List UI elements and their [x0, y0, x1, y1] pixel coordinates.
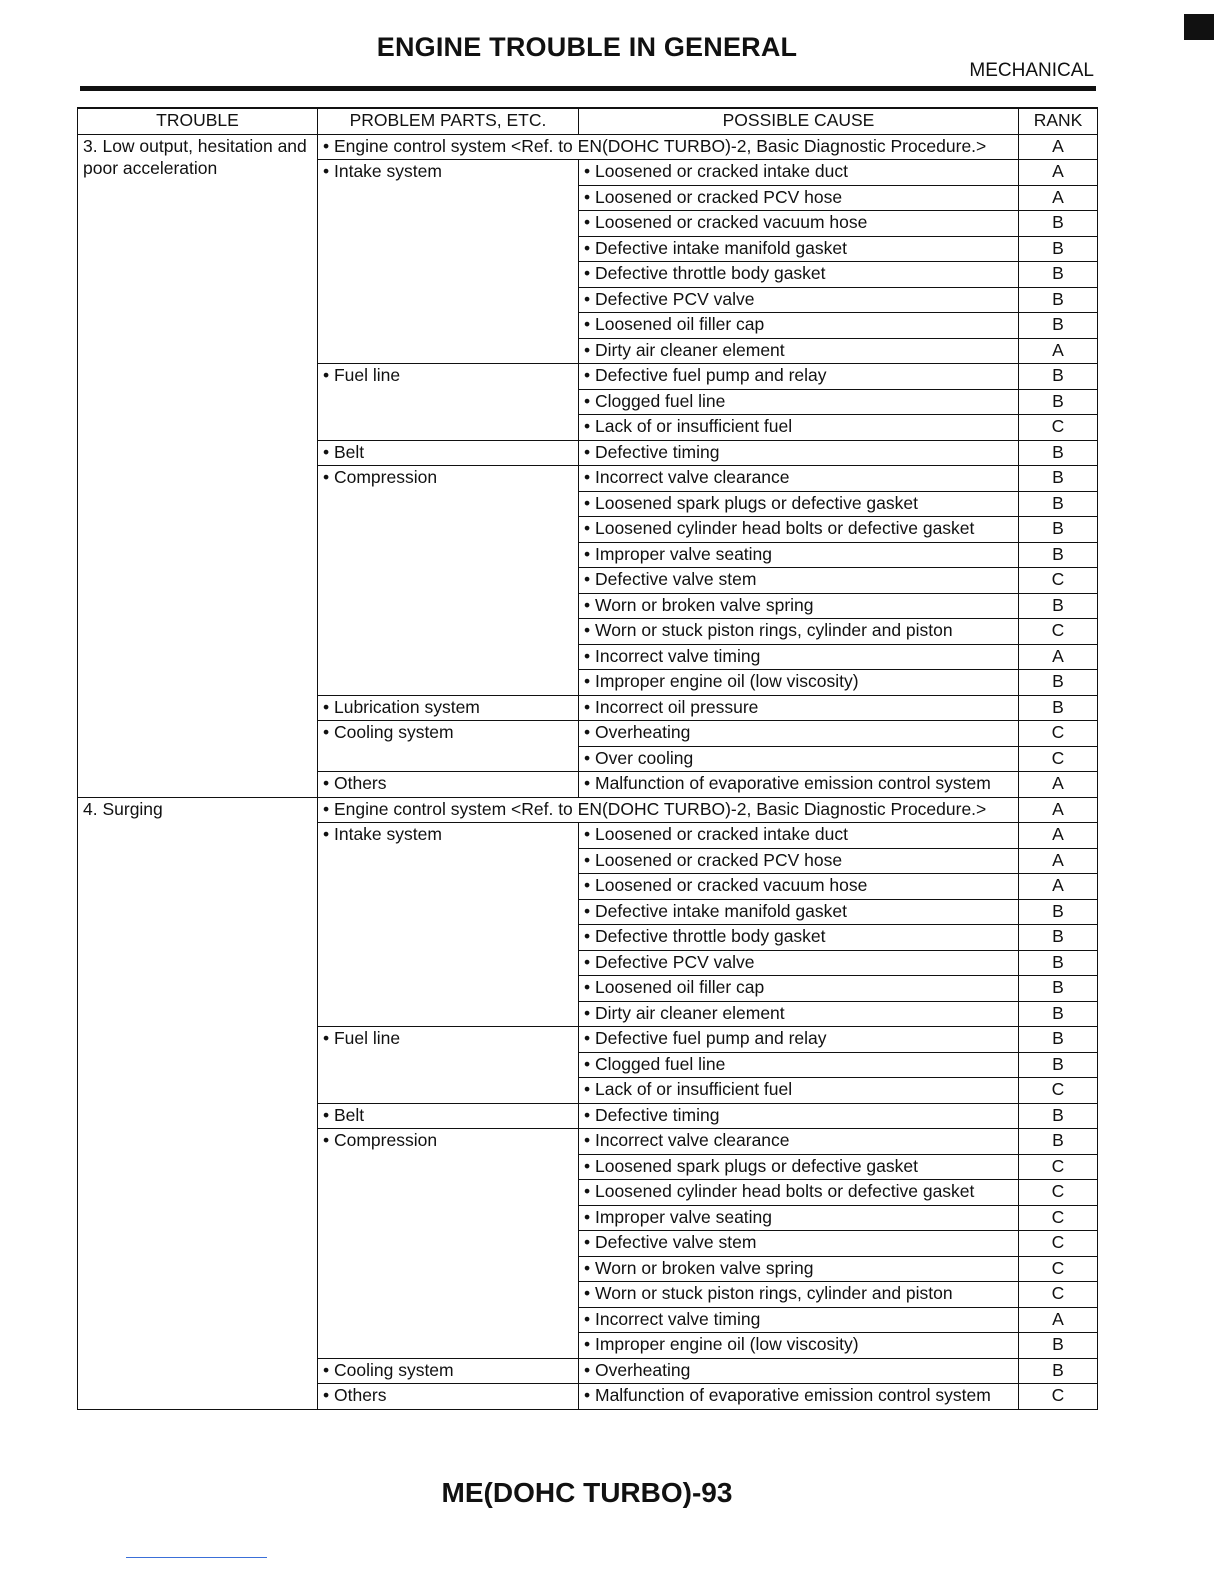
possible-cause-cell: • Loosened spark plugs or defective gasket — [579, 1154, 1019, 1180]
rank-cell: C — [1019, 1180, 1098, 1206]
rank-cell: A — [1019, 874, 1098, 900]
table-row — [78, 134, 1098, 160]
possible-cause-cell: • Loosened cylinder head bolts or defective gasket — [579, 1180, 1019, 1206]
problem-part-cell: • Belt — [318, 1103, 579, 1129]
possible-cause-cell: • Lack of or insufficient fuel — [579, 415, 1019, 441]
rank-cell: B — [1019, 925, 1098, 951]
rank-cell: B — [1019, 593, 1098, 619]
rank-cell: B — [1019, 1103, 1098, 1129]
problem-part-cell: • Fuel line — [318, 364, 579, 441]
possible-cause-cell: • Defective throttle body gasket — [579, 262, 1019, 288]
rank-cell: C — [1019, 568, 1098, 594]
rank-cell: B — [1019, 1358, 1098, 1384]
possible-cause-cell: • Incorrect valve timing — [579, 1307, 1019, 1333]
rank-cell: B — [1019, 976, 1098, 1002]
possible-cause-cell: • Defective timing — [579, 440, 1019, 466]
table-body — [78, 134, 1098, 1409]
problem-part-cell: • Lubrication system — [318, 695, 579, 721]
possible-cause-cell: • Clogged fuel line — [579, 1052, 1019, 1078]
possible-cause-cell: • Loosened or cracked intake duct — [579, 823, 1019, 849]
rank-cell: B — [1019, 440, 1098, 466]
possible-cause-cell: • Over cooling — [579, 746, 1019, 772]
rank-cell: C — [1019, 1384, 1098, 1410]
possible-cause-cell: • Loosened or cracked PCV hose — [579, 185, 1019, 211]
possible-cause-cell: • Defective timing — [579, 1103, 1019, 1129]
rank-cell: B — [1019, 542, 1098, 568]
possible-cause-cell: • Defective fuel pump and relay — [579, 1027, 1019, 1053]
header-rule — [80, 86, 1096, 91]
possible-cause-cell: • Loosened or cracked intake duct — [579, 160, 1019, 186]
rank-cell: C — [1019, 1282, 1098, 1308]
possible-cause-cell: • Worn or broken valve spring — [579, 593, 1019, 619]
problem-part-cell: • Engine control system <Ref. to EN(DOHC TURBO)-2, Basic Diagnostic Procedure.> — [318, 797, 1019, 823]
possible-cause-cell: • Clogged fuel line — [579, 389, 1019, 415]
problem-part-cell: • Intake system — [318, 823, 579, 1027]
possible-cause-cell: • Overheating — [579, 1358, 1019, 1384]
rank-cell: B — [1019, 670, 1098, 696]
possible-cause-cell: • Defective throttle body gasket — [579, 925, 1019, 951]
possible-cause-cell: • Loosened spark plugs or defective gasket — [579, 491, 1019, 517]
rank-cell: A — [1019, 644, 1098, 670]
possible-cause-cell: • Improper engine oil (low viscosity) — [579, 1333, 1019, 1359]
rank-cell: B — [1019, 950, 1098, 976]
rank-cell: A — [1019, 134, 1098, 160]
possible-cause-cell: • Worn or broken valve spring — [579, 1256, 1019, 1282]
problem-part-cell: • Cooling system — [318, 1358, 579, 1384]
rank-cell: A — [1019, 797, 1098, 823]
rank-cell: B — [1019, 364, 1098, 390]
problem-part-cell: • Fuel line — [318, 1027, 579, 1104]
rank-cell: A — [1019, 772, 1098, 798]
possible-cause-cell: • Dirty air cleaner element — [579, 338, 1019, 364]
possible-cause-cell: • Loosened or cracked PCV hose — [579, 848, 1019, 874]
possible-cause-cell: • Overheating — [579, 721, 1019, 747]
rank-cell: B — [1019, 1001, 1098, 1027]
trouble-cell: 4. Surging — [78, 797, 318, 1409]
rank-cell: B — [1019, 491, 1098, 517]
rank-cell: A — [1019, 160, 1098, 186]
rank-cell: B — [1019, 262, 1098, 288]
rank-cell: A — [1019, 1307, 1098, 1333]
possible-cause-cell: • Improper valve seating — [579, 1205, 1019, 1231]
rank-cell: C — [1019, 1078, 1098, 1104]
possible-cause-cell: • Defective intake manifold gasket — [579, 899, 1019, 925]
rank-cell: A — [1019, 823, 1098, 849]
rank-cell: B — [1019, 389, 1098, 415]
possible-cause-cell: • Defective PCV valve — [579, 287, 1019, 313]
page-title: ENGINE TROUBLE IN GENERAL — [376, 32, 798, 62]
possible-cause-cell: • Defective intake manifold gasket — [579, 236, 1019, 262]
rank-cell: C — [1019, 1231, 1098, 1257]
rank-cell: B — [1019, 211, 1098, 237]
possible-cause-cell: • Loosened or cracked vacuum hose — [579, 211, 1019, 237]
rank-cell: A — [1019, 185, 1098, 211]
rank-cell: C — [1019, 1205, 1098, 1231]
rank-cell: B — [1019, 695, 1098, 721]
rank-cell: B — [1019, 1129, 1098, 1155]
trouble-table — [77, 107, 1098, 1410]
possible-cause-cell: • Dirty air cleaner element — [579, 1001, 1019, 1027]
possible-cause-cell: • Worn or stuck piston rings, cylinder and piston — [579, 619, 1019, 645]
table-row — [78, 797, 1098, 823]
rank-cell: C — [1019, 721, 1098, 747]
rank-cell: B — [1019, 1333, 1098, 1359]
problem-part-cell: • Engine control system <Ref. to EN(DOHC TURBO)-2, Basic Diagnostic Procedure.> — [318, 134, 1019, 160]
possible-cause-cell: • Incorrect oil pressure — [579, 695, 1019, 721]
possible-cause-cell: • Defective valve stem — [579, 568, 1019, 594]
possible-cause-cell: • Improper engine oil (low viscosity) — [579, 670, 1019, 696]
rank-cell: B — [1019, 899, 1098, 925]
column-header-trouble: TROUBLE — [78, 108, 318, 134]
rank-cell: B — [1019, 287, 1098, 313]
possible-cause-cell: • Loosened cylinder head bolts or defective gasket — [579, 517, 1019, 543]
rank-cell: A — [1019, 848, 1098, 874]
problem-part-cell: • Compression — [318, 466, 579, 696]
possible-cause-cell: • Defective valve stem — [579, 1231, 1019, 1257]
possible-cause-cell: • Lack of or insufficient fuel — [579, 1078, 1019, 1104]
possible-cause-cell: • Incorrect valve clearance — [579, 466, 1019, 492]
blue-underline — [126, 1557, 267, 1558]
trouble-cell: 3. Low output, hesitation and poor acceleration — [78, 134, 318, 797]
possible-cause-cell: • Malfunction of evaporative emission control system — [579, 1384, 1019, 1410]
corner-tab-mark — [1184, 14, 1214, 40]
section-label: MECHANICAL — [969, 60, 1094, 81]
possible-cause-cell: • Loosened oil filler cap — [579, 313, 1019, 339]
possible-cause-cell: • Incorrect valve timing — [579, 644, 1019, 670]
possible-cause-cell: • Worn or stuck piston rings, cylinder and piston — [579, 1282, 1019, 1308]
possible-cause-cell: • Incorrect valve clearance — [579, 1129, 1019, 1155]
possible-cause-cell: • Improper valve seating — [579, 542, 1019, 568]
rank-cell: B — [1019, 1027, 1098, 1053]
rank-cell: C — [1019, 1256, 1098, 1282]
rank-cell: C — [1019, 746, 1098, 772]
rank-cell: B — [1019, 1052, 1098, 1078]
column-header-possible-cause: POSSIBLE CAUSE — [579, 108, 1019, 134]
possible-cause-cell: • Malfunction of evaporative emission control system — [579, 772, 1019, 798]
rank-cell: C — [1019, 415, 1098, 441]
table-header-row — [78, 108, 1098, 134]
problem-part-cell: • Intake system — [318, 160, 579, 364]
rank-cell: B — [1019, 236, 1098, 262]
column-header-rank: RANK — [1019, 108, 1098, 134]
rank-cell: B — [1019, 313, 1098, 339]
problem-part-cell: • Cooling system — [318, 721, 579, 772]
possible-cause-cell: • Loosened or cracked vacuum hose — [579, 874, 1019, 900]
page-number: ME(DOHC TURBO)-93 — [441, 1477, 733, 1508]
possible-cause-cell: • Defective fuel pump and relay — [579, 364, 1019, 390]
rank-cell: C — [1019, 619, 1098, 645]
problem-part-cell: • Belt — [318, 440, 579, 466]
rank-cell: C — [1019, 1154, 1098, 1180]
problem-part-cell: • Compression — [318, 1129, 579, 1359]
problem-part-cell: • Others — [318, 772, 579, 798]
rank-cell: B — [1019, 466, 1098, 492]
possible-cause-cell: • Defective PCV valve — [579, 950, 1019, 976]
possible-cause-cell: • Loosened oil filler cap — [579, 976, 1019, 1002]
rank-cell: A — [1019, 338, 1098, 364]
column-header-problem-parts: PROBLEM PARTS, ETC. — [318, 108, 579, 134]
problem-part-cell: • Others — [318, 1384, 579, 1410]
rank-cell: B — [1019, 517, 1098, 543]
